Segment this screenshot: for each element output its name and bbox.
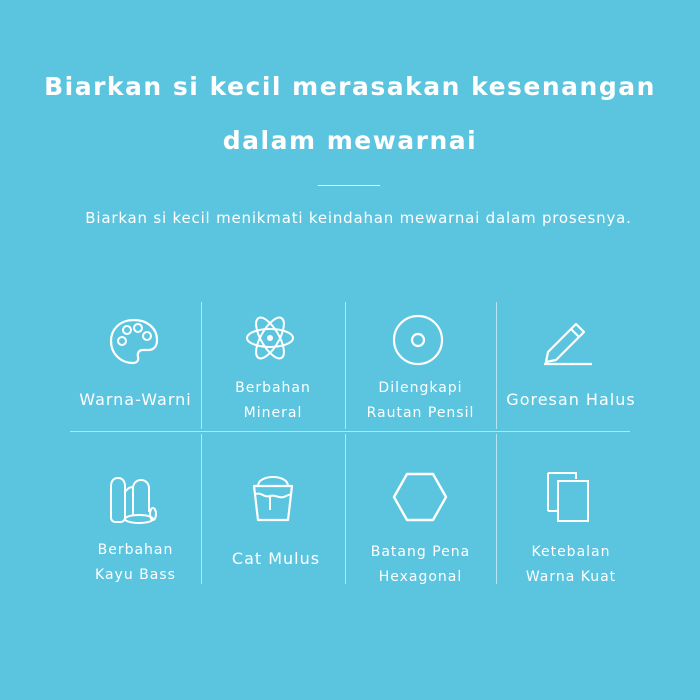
page-title-line-1: Biarkan si kecil merasakan kesenangan — [44, 72, 656, 101]
feature-label: Batang Pena Hexagonal — [370, 544, 471, 585]
wood-logs-icon — [108, 472, 158, 524]
feature-label: Berbahan Kayu Bass — [95, 542, 176, 583]
hexagon-icon — [392, 471, 448, 523]
grid-divider — [70, 431, 630, 432]
feature-label: Dilengkapi Rautan Pensil — [366, 380, 475, 421]
layered-sheets-icon — [546, 471, 590, 523]
page-subtitle: Biarkan si kecil menikmati keindahan mewarnai dalam prosesnya. — [85, 209, 632, 227]
feature-label: Cat Mulus — [231, 549, 321, 568]
atom-icon — [245, 313, 295, 363]
palette-icon — [108, 317, 160, 367]
paint-bucket-icon — [250, 470, 296, 524]
feature-label: Ketebalan Warna Kuat — [525, 544, 617, 585]
title-divider — [318, 185, 380, 186]
sharpener-icon — [392, 314, 444, 366]
feature-label: Goresan Halus — [506, 390, 636, 409]
feature-label: Warna-Warni — [79, 390, 192, 409]
pencil-icon — [542, 314, 594, 366]
page-title-line-2: dalam mewarnai — [222, 126, 478, 155]
feature-label: Berbahan Mineral — [235, 380, 311, 421]
